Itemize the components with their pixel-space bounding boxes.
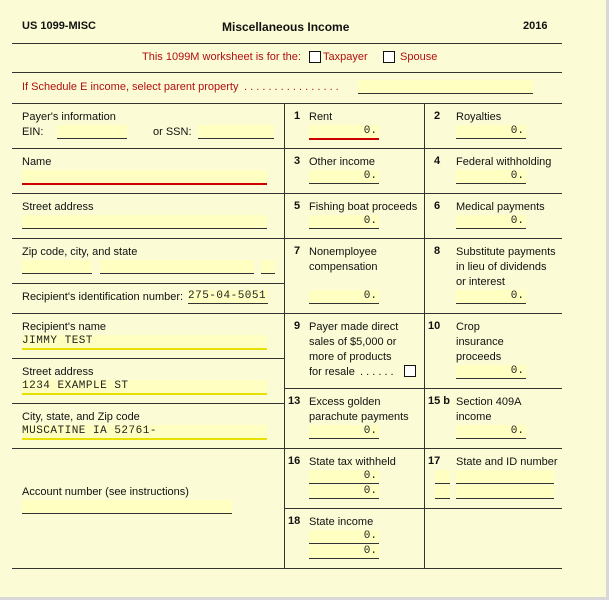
payer-name-field[interactable] (22, 170, 267, 185)
divider (284, 193, 562, 194)
box-17-state-field-1[interactable] (435, 470, 450, 484)
box-1-number: 1 (294, 110, 301, 122)
recipient-name-field[interactable]: JIMMY TEST (22, 335, 267, 350)
divider (12, 148, 284, 149)
ssn-field[interactable] (198, 125, 274, 139)
schedule-e-label: If Schedule E income, select parent property (22, 81, 239, 93)
schedule-e-property-field[interactable] (358, 80, 533, 94)
box-3-number: 3 (294, 155, 301, 167)
divider (12, 43, 562, 44)
payer-name-label: Name (22, 156, 52, 168)
box-18-state-income-field-2[interactable]: 0. (309, 545, 379, 559)
box-7-label-line2: compensation (309, 261, 378, 273)
box-13-label-line2: parachute payments (309, 411, 409, 423)
box-13-number: 13 (288, 395, 301, 407)
column-divider (424, 103, 425, 568)
column-divider (284, 103, 285, 568)
box-6-label: Medical payments (456, 201, 545, 213)
box-16-number: 16 (288, 455, 301, 467)
divider (284, 448, 562, 449)
box-10-label-line2: insurance (456, 336, 504, 348)
box-9-label-line4: for resale (309, 366, 355, 378)
box-15b-section-409a-field[interactable]: 0. (456, 425, 526, 439)
divider (12, 238, 284, 239)
recipient-id-field[interactable]: 275-04-5051 (188, 290, 267, 302)
ein-label: EIN: (22, 126, 44, 138)
box-2-number: 2 (434, 110, 441, 122)
payer-state-field[interactable] (261, 260, 275, 274)
divider (424, 388, 562, 389)
payer-street-label: Street address (22, 201, 94, 213)
box-10-label-line3: proceeds (456, 351, 502, 363)
spouse-label: Spouse (400, 51, 438, 63)
divider (284, 388, 424, 389)
box-4-federal-withholding-field[interactable]: 0. (456, 170, 526, 184)
taxpayer-checkbox[interactable] (309, 51, 321, 63)
box-16-state-tax-field-1[interactable]: 0. (309, 470, 379, 484)
divider (12, 283, 284, 284)
box-4-number: 4 (434, 155, 441, 167)
box-18-number: 18 (288, 515, 301, 527)
account-number-label: Account number (see instructions) (22, 486, 189, 498)
payer-zip-label: Zip code, city, and state (22, 246, 138, 258)
divider (12, 313, 284, 314)
divider (284, 148, 562, 149)
box-18-label: State income (309, 516, 374, 528)
box-17-number: 17 (428, 455, 441, 467)
box-15b-label-line2: income (456, 411, 492, 423)
worksheet-prompt: This 1099M worksheet is for the: (142, 51, 301, 63)
box-2-label: Royalties (456, 111, 502, 123)
box-6-number: 6 (434, 200, 441, 212)
spouse-checkbox[interactable] (383, 51, 395, 63)
divider (284, 313, 562, 314)
box-16-state-tax-field-2[interactable]: 0. (309, 485, 379, 499)
box-17-state-id-field-1[interactable] (456, 470, 554, 484)
divider (12, 103, 562, 104)
box-10-number: 10 (428, 320, 441, 332)
recipient-city-label: City, state, and Zip code (22, 411, 140, 423)
box-9-label-line3: more of products (309, 351, 392, 363)
box-18-state-income-field-1[interactable]: 0. (309, 530, 379, 544)
tax-year: 2016 (523, 20, 548, 32)
account-number-field[interactable] (22, 500, 232, 514)
divider (12, 358, 284, 359)
box-8-label-line1: Substitute payments (456, 246, 556, 258)
box-13-golden-parachute-field[interactable]: 0. (309, 425, 379, 439)
payer-zip-field[interactable] (22, 260, 92, 274)
box-7-label-line1: Nonemployee (309, 246, 377, 258)
box-1-rent-field[interactable]: 0. (309, 125, 379, 140)
box-15b-label-line1: Section 409A (456, 396, 522, 408)
box-5-number: 5 (294, 200, 301, 212)
box-8-label-line3: or interest (456, 276, 505, 288)
ein-field[interactable] (57, 125, 127, 139)
recipient-street-field[interactable]: 1234 EXAMPLE ST (22, 380, 267, 395)
box-13-label-line1: Excess golden (309, 396, 381, 408)
recipient-id-label: Recipient's identification number: (22, 291, 184, 303)
box-5-fishing-boat-field[interactable]: 0. (309, 215, 379, 229)
box-8-substitute-payments-field[interactable]: 0. (456, 290, 526, 304)
box-3-other-income-field[interactable]: 0. (309, 170, 379, 184)
box-8-number: 8 (434, 245, 441, 257)
recipient-city-field[interactable]: MUSCATINE IA 52761- (22, 425, 267, 440)
taxpayer-label: Taxpayer (323, 51, 368, 63)
box-2-royalties-field[interactable]: 0. (456, 125, 526, 139)
payer-street-field[interactable] (22, 215, 267, 229)
box-9-direct-sales-checkbox[interactable] (404, 365, 416, 377)
divider (284, 508, 562, 509)
ssn-label: or SSN: (153, 126, 192, 138)
box-10-label-line1: Crop (456, 321, 480, 333)
payer-city-field[interactable] (100, 260, 254, 274)
box-7-nonemployee-comp-field[interactable]: 0. (309, 290, 379, 304)
box-9-label-line1: Payer made direct (309, 321, 399, 333)
box-1-label: Rent (309, 111, 333, 123)
box-16-label: State tax withheld (309, 456, 396, 468)
divider (12, 193, 284, 194)
recipient-name-label: Recipient's name (22, 321, 107, 333)
box-8-label-line2: in lieu of dividends (456, 261, 547, 273)
box-4-label: Federal withholding (456, 156, 552, 168)
box-5-label: Fishing boat proceeds (309, 201, 418, 213)
divider (12, 448, 284, 449)
form-title: Miscellaneous Income (222, 20, 350, 34)
payer-heading: Payer's information (22, 111, 116, 123)
box-15b-number: 15 b (428, 395, 451, 407)
divider (284, 238, 562, 239)
box-6-medical-payments-field[interactable]: 0. (456, 215, 526, 229)
schedule-e-dots: . . . . . . . . . . . . . . . . (244, 81, 339, 93)
box-7-number: 7 (294, 245, 301, 257)
box-9-number: 9 (294, 320, 301, 332)
box-17-state-id-field-2[interactable] (456, 485, 554, 499)
divider (12, 72, 562, 73)
form-name: US 1099-MISC (22, 20, 96, 32)
box-9-dots: . . . . . . (360, 366, 394, 378)
box-17-label: State and ID number (456, 456, 558, 468)
box-10-crop-insurance-field[interactable]: 0. (456, 365, 526, 379)
recipient-street-label: Street address (22, 366, 94, 378)
box-3-label: Other income (309, 156, 376, 168)
box-17-state-field-2[interactable] (435, 485, 450, 499)
divider (12, 403, 284, 404)
divider (12, 568, 562, 569)
box-9-label-line2: sales of $5,000 or (309, 336, 397, 348)
